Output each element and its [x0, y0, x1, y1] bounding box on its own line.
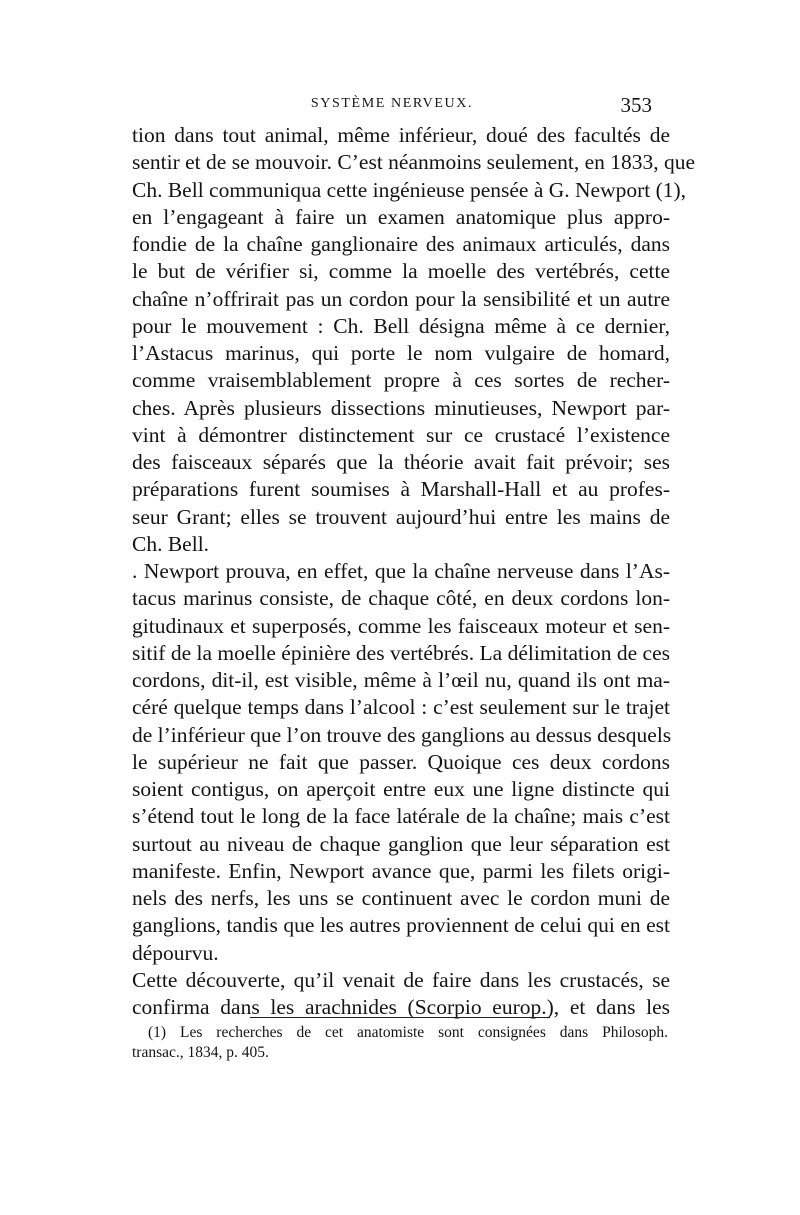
text-line: en l’engageant à faire un examen anatomique plus appro-: [132, 204, 670, 229]
text-line: surtout au niveau de chaque ganglion que leur séparation est: [132, 831, 670, 856]
text-line: gitudinaux et superposés, comme les faisceaux moteur et sen-: [132, 613, 670, 638]
text-line: céré quelque temps dans l’alcool : c’est seulement sur le trajet: [132, 695, 670, 720]
text-line: manifeste. Enfin, Newport avance que, parmi les filets origi-: [132, 858, 670, 883]
text-line: Ch. Bell communiqua cette ingénieuse pensée à G. Newport (1),: [132, 177, 687, 202]
text-line: l’Astacus marinus, qui porte le nom vulgaire de homard,: [132, 341, 670, 365]
text-line: vint à démontrer distinctement sur ce crustacé l’existence: [132, 422, 670, 447]
text-line: soient contigus, on aperçoit entre eux une ligne distincte qui: [132, 777, 670, 801]
footnotes: [132, 1023, 668, 1063]
text-line: ches. Après plusieurs dissections minutieuses, Newport par-: [132, 395, 670, 420]
footnote-rule: [250, 1017, 550, 1018]
text-line: seur Grant; elles se trouvent aujourd’hui entre les mains de: [132, 504, 670, 529]
text-line: le supérieur ne fait que passer. Quoique ces deux cordons: [132, 749, 670, 774]
text-line: s’étend tout le long de la face latérale de la chaîne; mais c’est: [132, 804, 670, 829]
footnote-line: transac., 1834, p. 405.: [132, 1044, 269, 1061]
text-line: nels des nerfs, les uns se continuent avec le cordon muni de: [132, 886, 670, 910]
body-text: [132, 122, 696, 1021]
text-line: préparations furent soumises à Marshall-Hall et au profes-: [132, 477, 670, 502]
text-line: tion dans tout animal, même inférieur, doué des facultés de: [132, 123, 670, 147]
text-line: dépourvu.: [132, 940, 219, 965]
text-line: . Newport prouva, en effet, que la chaîne nerveuse dans l’As-: [132, 559, 670, 583]
text-line: confirma dans les arachnides (Scorpio europ.), et dans les: [132, 995, 670, 1019]
text-line: ganglions, tandis que les autres proviennent de celui qui en est: [132, 913, 670, 938]
footnote-line: (1) Les recherches de cet anatomiste sont consignées dans Philosoph.: [148, 1024, 668, 1041]
page-number: 353: [620, 93, 652, 117]
text-line: des faisceaux séparés que la théorie avait fait prévoir; ses: [132, 450, 670, 474]
text-line: tacus marinus consiste, de chaque côté, en deux cordons lon-: [132, 586, 670, 611]
text-line: le but de vérifier si, comme la moelle des vertébrés, cette: [132, 259, 670, 284]
text-line: pour le mouvement : Ch. Bell désigna même à ce dernier,: [132, 313, 670, 338]
text-line: chaîne n’offrirait pas un cordon pour la sensibilité et un autre: [132, 286, 670, 311]
text-line: Ch. Bell.: [132, 531, 210, 556]
text-line: Cette découverte, qu’il venait de faire dans les crustacés, se: [132, 967, 670, 992]
text-line: sentir et de se mouvoir. C’est néanmoins seulement, en 1833, que: [132, 150, 696, 175]
text-line: cordons, dit-il, est visible, même à l’œil nu, quand ils ont ma-: [132, 668, 670, 692]
running-title: SYSTÈME NERVEUX.: [310, 96, 474, 111]
text-line: de l’inférieur que l’on trouve des ganglions au dessus desquels: [132, 722, 672, 747]
text-line: fondie de la chaîne ganglionaire des animaux articulés, dans: [132, 232, 670, 256]
text-line: comme vraisemblablement propre à ces sortes de recher-: [132, 368, 670, 393]
running-head: [132, 93, 652, 120]
text-line: sitif de la moelle épinière des vertébrés. La délimitation de ces: [132, 640, 670, 665]
